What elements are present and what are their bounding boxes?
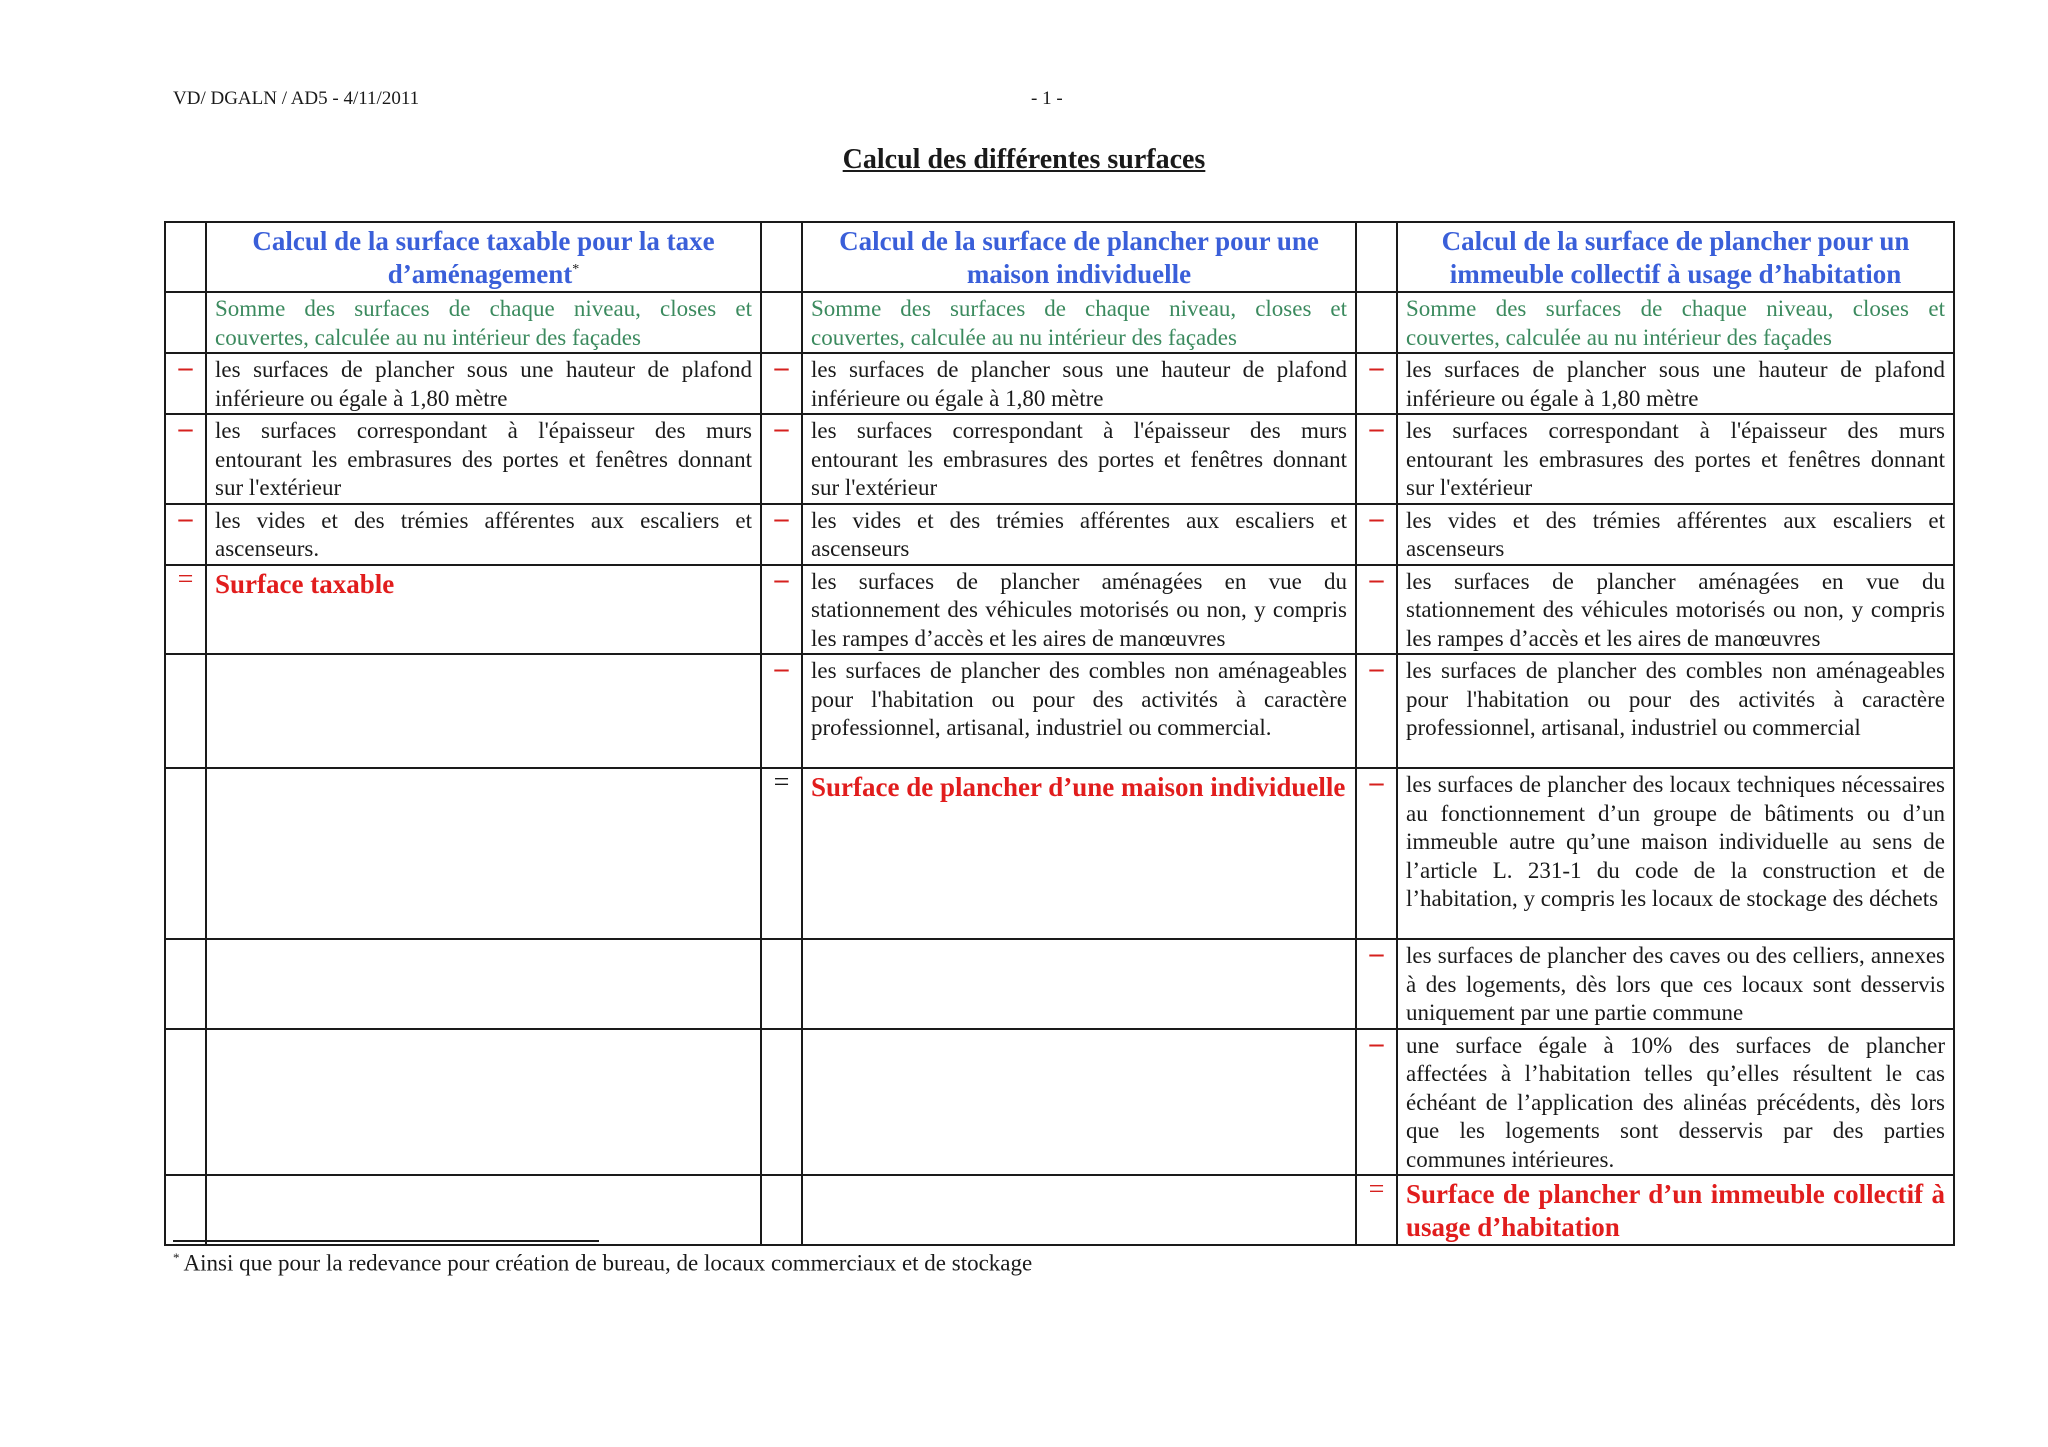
minus-sign: –	[1356, 1029, 1397, 1176]
footnote	[173, 1250, 1032, 1277]
equals-sign: =	[761, 768, 802, 939]
deduction-cell: les surfaces correspondant à l'épaisseur des murs entourant les embrasures des portes et fenêtres donnant sur l'extérieur	[206, 414, 761, 504]
minus-sign: –	[761, 414, 802, 504]
empty-sign-cell	[761, 1029, 802, 1176]
deduction-cell: une surface égale à 10% des surfaces de plancher affectées à l’habitation telles qu’elles résultent le cas échéant de l’application des alinéas précédents, dès lors que les logements sont desservis par des parties communes intérieures.	[1397, 1029, 1954, 1176]
minus-sign: –	[1356, 768, 1397, 939]
minus-sign: –	[761, 565, 802, 655]
deduction-cell: les surfaces de plancher des caves ou des celliers, annexes à des logements, dès lors que ces locaux sont desservis uniquement par une partie commune	[1397, 939, 1954, 1029]
table-row	[165, 1029, 1954, 1176]
deduction-cell: les surfaces de plancher des combles non aménageables pour l'habitation ou pour des activités à caractère professionnel, artisanal, industriel ou commercial	[1397, 654, 1954, 768]
page-title: Calcul des différentes surfaces	[842, 144, 1206, 175]
result-surface-immeuble: Surface de plancher d’un immeuble collectif à usage d’habitation	[1406, 1179, 1945, 1242]
column-heading-immeuble: Calcul de la surface de plancher pour un immeuble collectif à usage d’habitation	[1441, 226, 1910, 289]
table-row	[165, 654, 1954, 768]
intro-cell: Somme des surfaces de chaque niveau, closes et couvertes, calculée au nu intérieur des façades	[802, 292, 1356, 353]
intro-cell: Somme des surfaces de chaque niveau, closes et couvertes, calculée au nu intérieur des façades	[206, 292, 761, 353]
empty-cell	[802, 939, 1356, 1029]
equals-sign: =	[165, 565, 206, 655]
column-heading-taxable: Calcul de la surface taxable pour la taxe d’aménagement*	[252, 226, 715, 289]
empty-sign-cell	[165, 1029, 206, 1176]
result-cell	[206, 565, 761, 655]
empty-cell	[802, 1029, 1356, 1176]
table-row	[165, 565, 1954, 655]
header-sign-cell	[165, 222, 206, 292]
minus-sign: –	[761, 504, 802, 565]
deduction-cell: les surfaces de plancher sous une hauteur de plafond inférieure ou égale à 1,80 mètre	[1397, 353, 1954, 414]
minus-sign: –	[1356, 654, 1397, 768]
deduction-cell: les vides et des trémies afférentes aux escaliers et ascenseurs	[1397, 504, 1954, 565]
deduction-cell: les vides et des trémies afférentes aux escaliers et ascenseurs	[802, 504, 1356, 565]
empty-cell	[206, 939, 761, 1029]
surface-calculation-table	[164, 221, 1955, 1246]
result-cell	[1397, 1175, 1954, 1245]
empty-cell	[206, 768, 761, 939]
minus-sign: –	[165, 414, 206, 504]
deduction-cell: les vides et des trémies afférentes aux escaliers et ascenseurs.	[206, 504, 761, 565]
empty-cell	[206, 654, 761, 768]
deduction-cell: les surfaces de plancher des combles non aménageables pour l'habitation ou pour des activités à caractère professionnel, artisanal, industriel ou commercial.	[802, 654, 1356, 768]
operator-cell	[761, 292, 802, 353]
footnote-mark: *	[173, 1250, 180, 1265]
table-row	[165, 504, 1954, 565]
empty-sign-cell	[761, 1175, 802, 1245]
deduction-cell: les surfaces de plancher sous une hauteur de plafond inférieure ou égale à 1,80 mètre	[802, 353, 1356, 414]
table-row	[165, 939, 1954, 1029]
deduction-cell: les surfaces de plancher sous une hauteur de plafond inférieure ou égale à 1,80 mètre	[206, 353, 761, 414]
operator-cell	[1356, 292, 1397, 353]
operator-cell	[165, 292, 206, 353]
page-number: - 1 -	[1031, 88, 1063, 109]
empty-sign-cell	[761, 939, 802, 1029]
result-surface-maison: Surface de plancher d’une maison individuelle	[811, 772, 1346, 802]
deduction-cell: les surfaces de plancher aménagées en vue du stationnement des véhicules motorisés ou non, y compris les rampes d’accès et les aires de manœuvres	[802, 565, 1356, 655]
minus-sign: –	[1356, 939, 1397, 1029]
column-heading-maison: Calcul de la surface de plancher pour une maison individuelle	[839, 226, 1319, 289]
minus-sign: –	[1356, 353, 1397, 414]
header-sign-cell	[761, 222, 802, 292]
footnote-separator	[173, 1240, 599, 1242]
table-row	[165, 353, 1954, 414]
minus-sign: –	[761, 353, 802, 414]
empty-sign-cell	[165, 768, 206, 939]
deduction-cell: les surfaces de plancher des locaux techniques nécessaires au fonctionnement d’un groupe de bâtiments ou d’un immeuble autre qu’une maison individuelle au sens de l’article L. 231-1 du code de la construction et de l’habitation, y compris les locaux de stockage des déchets	[1397, 768, 1954, 939]
footnote-text: Ainsi que pour la redevance pour création de bureau, de locaux commerciaux et de stockage	[183, 1250, 1033, 1276]
minus-sign: –	[1356, 414, 1397, 504]
minus-sign: –	[1356, 504, 1397, 565]
column-heading-cell	[802, 222, 1356, 292]
result-cell	[802, 768, 1356, 939]
empty-sign-cell	[165, 939, 206, 1029]
minus-sign: –	[1356, 565, 1397, 655]
empty-sign-cell	[165, 1175, 206, 1245]
equals-sign: =	[1356, 1175, 1397, 1245]
deduction-cell: les surfaces de plancher aménagées en vue du stationnement des véhicules motorisés ou non, y compris les rampes d’accès et les aires de manœuvres	[1397, 565, 1954, 655]
footnote-reference: *	[572, 262, 580, 277]
document-reference: VD/ DGALN / AD5 - 4/11/2011	[173, 88, 420, 109]
empty-sign-cell	[165, 654, 206, 768]
minus-sign: –	[165, 504, 206, 565]
empty-cell	[206, 1029, 761, 1176]
empty-cell	[802, 1175, 1356, 1245]
header-sign-cell	[1356, 222, 1397, 292]
column-heading-cell	[206, 222, 761, 292]
table-row	[165, 768, 1954, 939]
column-heading-cell	[1397, 222, 1954, 292]
result-surface-taxable: Surface taxable	[215, 568, 395, 599]
minus-sign: –	[761, 654, 802, 768]
table-row	[165, 1175, 1954, 1245]
table-row	[165, 292, 1954, 353]
table-row	[165, 414, 1954, 504]
deduction-cell: les surfaces correspondant à l'épaisseur des murs entourant les embrasures des portes et fenêtres donnant sur l'extérieur	[802, 414, 1356, 504]
intro-cell: Somme des surfaces de chaque niveau, closes et couvertes, calculée au nu intérieur des façades	[1397, 292, 1954, 353]
minus-sign: –	[165, 353, 206, 414]
empty-cell	[206, 1175, 761, 1245]
deduction-cell: les surfaces correspondant à l'épaisseur des murs entourant les embrasures des portes et fenêtres donnant sur l'extérieur	[1397, 414, 1954, 504]
table-header-row	[165, 222, 1954, 292]
